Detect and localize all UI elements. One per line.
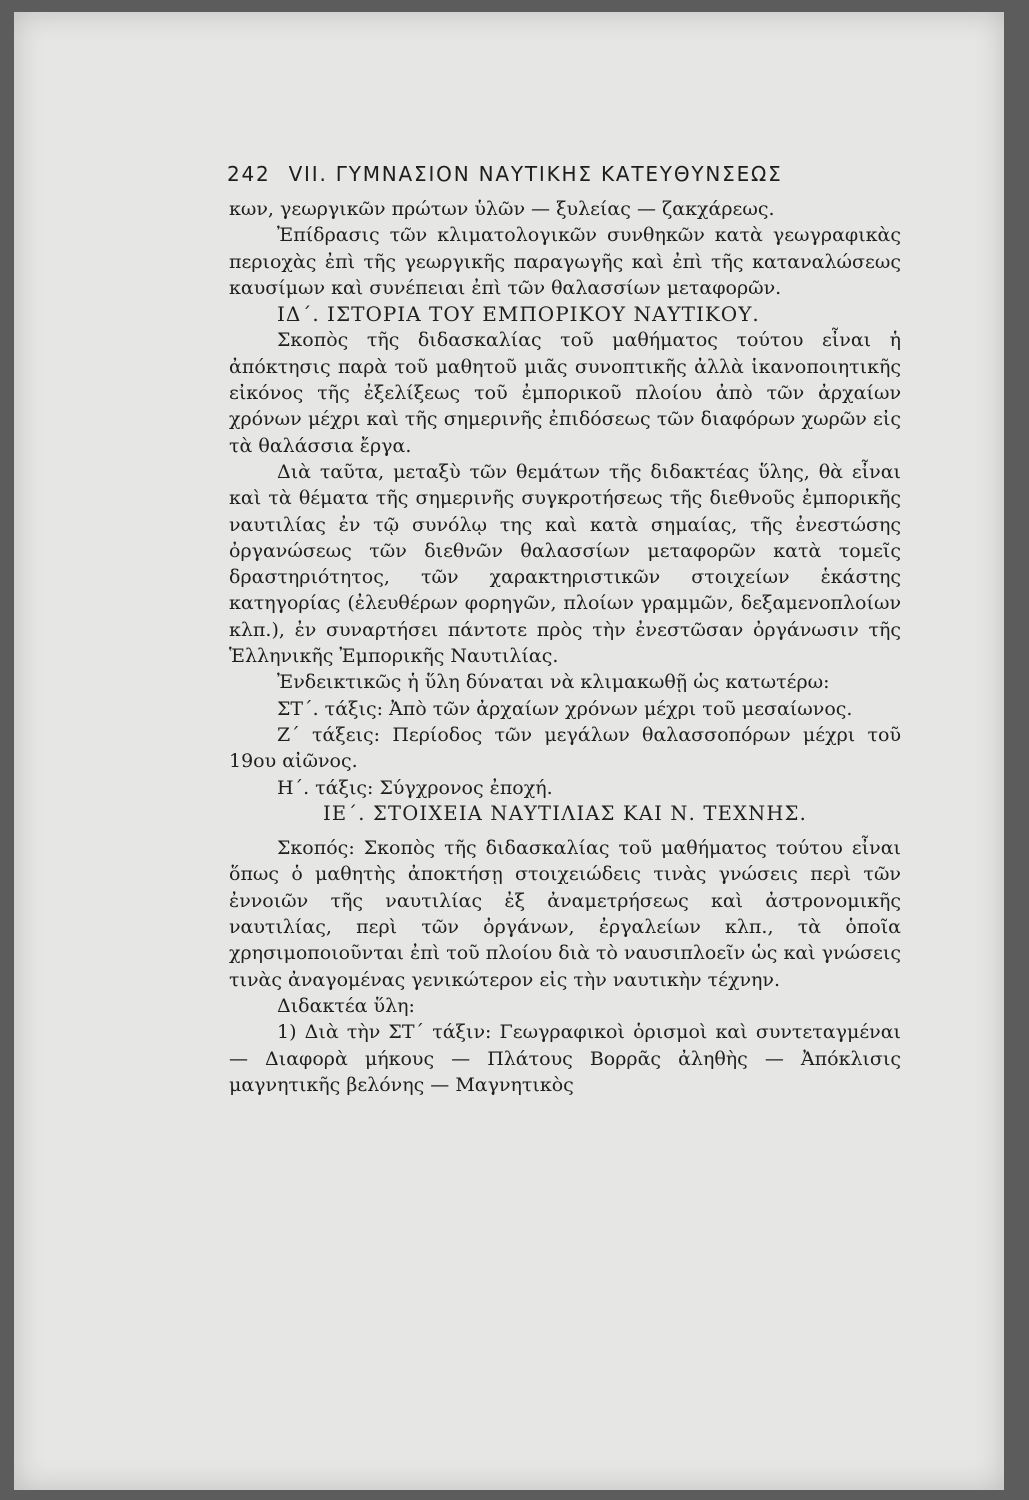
running-title: VII. ΓΥΜΝΑΣΙΟΝ ΝΑΥΤΙΚΗΣ ΚΑΤΕΥΘΥΝΣΕΩΣ (288, 162, 783, 186)
paragraph: Σκοπὸς τῆς διδασκαλίας τοῦ μαθήματος τούτου εἶναι ἡ ἀπόκτησις παρὰ τοῦ μαθητοῦ μιᾶς συνοπτικῆς ἀλλὰ ἱκανοποιητικῆς εἰκόνος τῆς ἐξελίξεως τοῦ ἐμπορικοῦ πλοίου ἀπὸ τῶν ἀρχαίων χρόνων μέχρι καὶ τῆς σημερινῆς ἐπιδόσεως τῶν διαφόρων χωρῶν εἰς τὰ θαλάσσια ἔργα. (229, 329, 901, 457)
paragraph: Ζ΄ τάξεις: Περίοδος τῶν μεγάλων θαλασσοπόρων μέχρι τοῦ 19ου αἰῶνος. (229, 723, 901, 773)
paragraph: Διὰ ταῦτα, μεταξὺ τῶν θεμάτων τῆς διδακτέας ὕλης, θὰ εἶναι καὶ τὰ θέματα τῆς σημερινῆς συγκροτήσεως τῆς διεθνοῦς ἐμπορικῆς ναυτιλίας ἐν τῷ συνόλῳ της καὶ κατὰ σημαίας, τῆς ἐνεστώσης ὀργανώσεως τῶν διεθνῶν θαλασσίων μεταφορῶν κατὰ τομεῖς δραστηριότητος, τῶν χαρακτηριστικῶν στοιχείων ἑκάστης κατηγορίας (ἐλευθέρων φορηγῶν, πλοίων γραμμῶν, δεξαμενοπλοίων κλπ.), ἐν συναρτήσει πάντοτε πρὸς τὴν ἐνεστῶσαν ὀργάνωσιν τῆς Ἑλληνικῆς Ἐμπορικῆς Ναυτιλίας. (229, 460, 901, 668)
paragraph: 1) Διὰ τὴν ΣΤ΄ τάξιν: Γεωγραφικοὶ ὁρισμοὶ καὶ συντεταγμέναι — Διαφορὰ μήκους — Πλάτους Βορρᾶς ἀληθὴς — Ἀπόκλισις μαγνητικῆς βελόνης — Μαγνητικὸς (229, 1021, 901, 1096)
paragraph: Σκοπός: Σκοπὸς τῆς διδασκαλίας τοῦ μαθήματος τούτου εἶναι ὅπως ὁ μαθητὴς ἀποκτήσῃ στοιχειώδεις τινὰς γνώσεις περὶ τῶν ἐννοιῶν τῆς ναυτιλίας ἐξ ἀναμετρήσεως καὶ ἀστρονομικῆς ναυτιλίας, περὶ τῶν ὀργάνων, ἐργαλείων κλπ., τὰ ὁποῖα χρησιμοποιοῦνται ἐπὶ τοῦ πλοίου διὰ τὸ ναυσιπλοεῖν ὡς καὶ γνώσεις τινὰς ἀναγομένας γενικώτερον εἰς τὴν ναυτικὴν τέχνην. (229, 837, 901, 991)
paragraph: Διδακτέα ὕλη: (277, 994, 415, 1017)
page-number: 242 (227, 162, 271, 186)
page-body (229, 196, 901, 1098)
section-heading: ΙΔ΄. ΙΣΤΟΡΙΑ ΤΟΥ ΕΜΠΟΡΙΚΟΥ ΝΑΥΤΙΚΟΥ. (277, 302, 760, 327)
paragraph: Ἐπίδρασις τῶν κλιματολογικῶν συνθηκῶν κατὰ γεωγραφικὰς περιοχὰς ἐπὶ τῆς γεωργικῆς παραγωγῆς καὶ ἐπὶ τῆς καταναλώσεως καυσίμων καὶ συνέπειαι ἐπὶ τῶν θαλασσίων μεταφορῶν. (229, 224, 901, 299)
running-header (227, 162, 783, 186)
paragraph: ΣΤ΄. τάξις: Ἀπὸ τῶν ἀρχαίων χρόνων μέχρι τοῦ μεσαίωνος. (277, 697, 853, 720)
paragraph: Ἐνδεικτικῶς ἡ ὕλη δύναται νὰ κλιμακωθῇ ὡς κατωτέρω: (277, 671, 830, 694)
section-heading: ΙΕ΄. ΣΤΟΙΧΕΙΑ ΝΑΥΤΙΛΙΑΣ ΚΑΙ Ν. ΤΕΧΝΗΣ. (322, 801, 808, 825)
paragraph: Η΄. τάξις: Σύγχρονος ἐποχή. (277, 776, 553, 799)
paragraph: κων, γεωργικῶν πρώτων ὑλῶν — ξυλείας — ζακχάρεως. (229, 198, 775, 220)
